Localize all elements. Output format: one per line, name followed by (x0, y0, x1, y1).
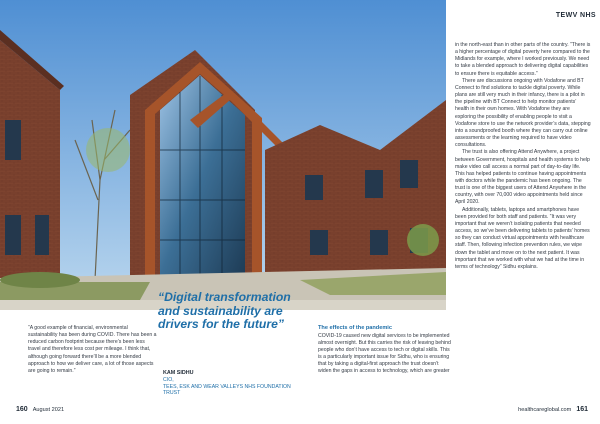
pull-quote: “Digital transformation and sustainability are drivers for the future” (158, 290, 291, 332)
quote-attribution-role: CIO, TEES, ESK AND WEAR VALLEYS NHS FOUNDATION TRUST (163, 377, 291, 397)
right-folio (518, 406, 588, 413)
right-body-column (455, 42, 591, 271)
body-paragraph: The trust is also offering Attend Anywhere, a project between Government, hospitals and health systems to help make video call access a normal part of day-to-day life. This has helped patients to continue having appointments with doctors while the pandemic has been ongoing. The trust is one of the biggest users of Attend Anywhere in the country, with over 70,000 video appointments held since April 2020. (455, 149, 590, 206)
left-body-column: “A good example of financial, environmental sustainability has been during COVID. There has been a reduced carbon footprint because there’s been less travel and therefore less cost per mileage. I think that, although going forward there’ll be a more blended approach to how we deliver care, a lot of those aspects are going to remain.” (28, 325, 157, 374)
issue-date: August 2021 (32, 407, 65, 413)
page-number-right: 161 (576, 406, 588, 413)
section-tag: TEWV NHS (555, 12, 596, 19)
site-url: healthcareglobal.com (518, 407, 572, 413)
body-paragraph: COVID-19 caused new digital services to be implemented almost overnight. But this carries the risk of leaving behind people who don’t have access to tech or digital skills. This is a particularly important issue for Sidhu, who is ensuring that by taking a digital-first approach the trust doesn’t widen the gaps in access to technology, which are greater (318, 332, 451, 375)
body-paragraph: Additionally, tablets, laptops and smartphones have been provided for both staff and patients. “It was very important that we weren’t isolating patients that needed access, so we’ve been delivering tablets to patients’ homes so they can conduct virtual appointments with healthcare staff. Then, following infection prevention rules, we wipe down the tablet and move on to the next patient. It was important that we worked with what we had at the time in terms of technology” Sidhu explains. (455, 206, 590, 270)
section-heading: The effects of the pandemic (318, 325, 392, 331)
page-number-left: 160 (16, 406, 28, 413)
body-paragraph: in the north-east than in other parts of the country. “There is a higher percentage of digital poverty here compared to the Midlands for example, where I worked previously. We need to take a blended approach to delivering digital capabilities to ensure there is equitable access.” (455, 42, 591, 77)
body-paragraph: There are discussions ongoing with Vodafone and BT Connect to find solutions to tackle digital poverty. While plans are still very much in their infancy, there is a pilot in the pipeline with BT Connect to help monitor patients’ health in their own homes. With Vodafone they are exploring the possibility of enabling people to visit a Vodafone store to use the network provider’s data, stepping into a soundproofed booth where they can carry out online assessments or the learning required to have video consultations. (455, 77, 591, 149)
middle-body-column (318, 325, 451, 376)
left-folio (16, 406, 64, 413)
quote-attribution-name: KAM SIDHU (163, 370, 194, 376)
